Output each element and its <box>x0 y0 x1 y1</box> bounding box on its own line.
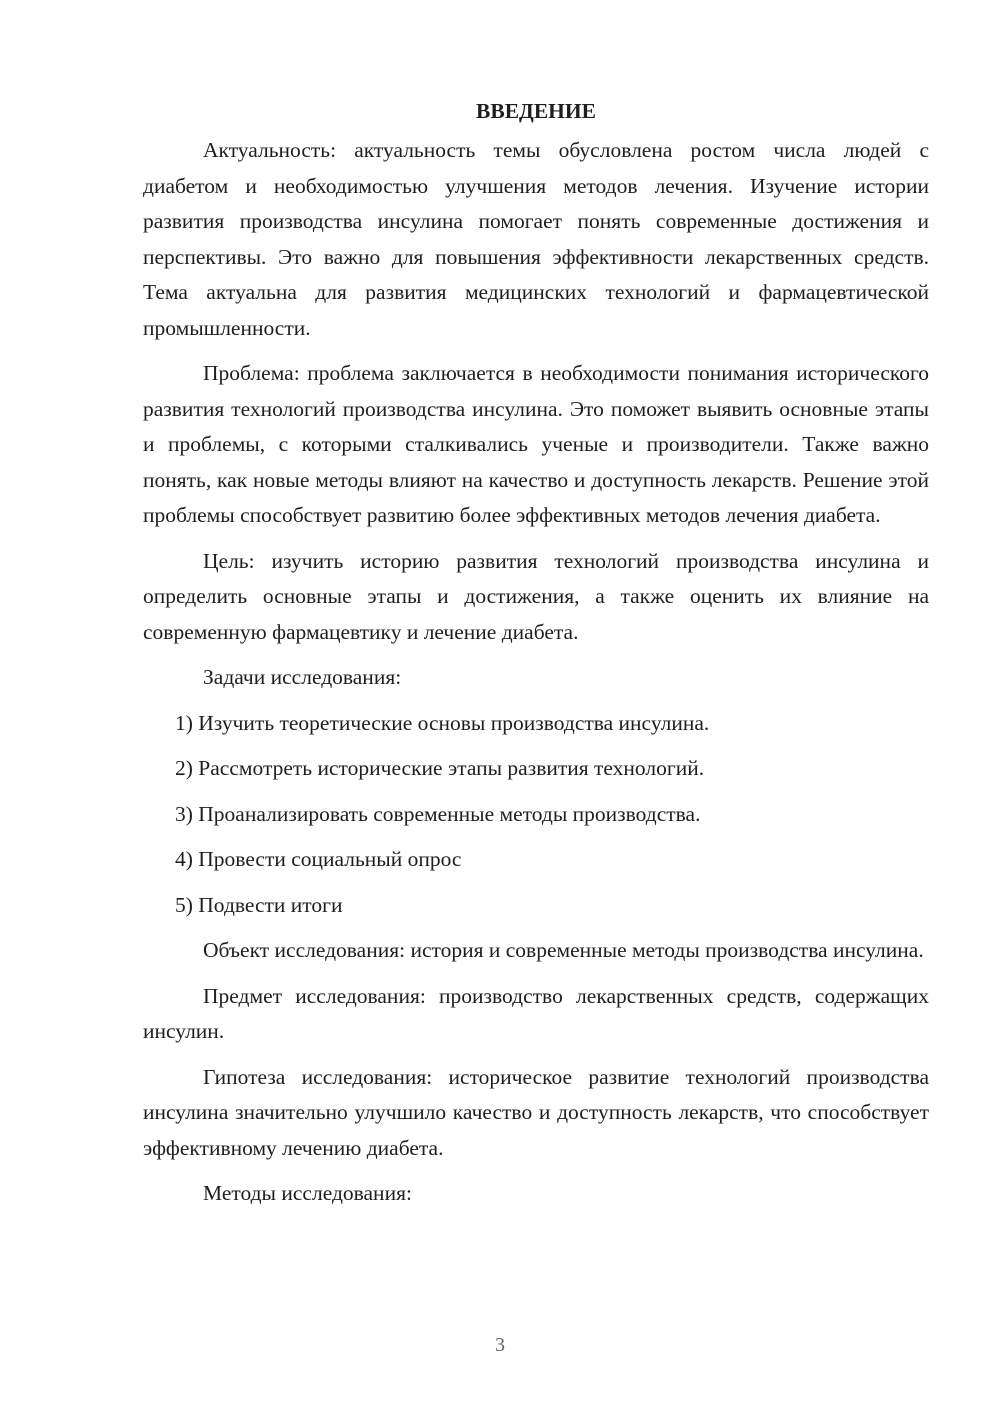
task-item-4: 4) Провести социальный опрос <box>175 847 462 871</box>
methods-paragraph: Методы исследования: <box>203 1181 412 1205</box>
relevance-paragraph: Актуальность: актуальность темы обусловлена ростом числа людей с диабетом и необходимостью улучшения методов лечения. Изучение истории развития производства инсулина помогает понять современные достижения и перспективы. Это важно для повышения эффективности лекарственных средств. Тема актуальна для развития медицинских технологий и фармацевтической промышленности. <box>143 138 929 340</box>
subject-paragraph: Предмет исследования: производство лекарственных средств, содержащих инсулин. <box>143 983 929 1043</box>
hypothesis-paragraph: Гипотеза исследования: историческое развитие технологий производства инсулина значительно улучшило качество и доступность лекарств, что способствует эффективному лечению диабета. <box>143 1064 929 1160</box>
task-item-1: 1) Изучить теоретические основы производства инсулина. <box>175 710 710 735</box>
section-heading: ВВЕДЕНИЕ <box>476 99 596 123</box>
tasks-title: Задачи исследования: <box>203 665 402 689</box>
task-item-2: 2) Рассмотреть исторические этапы развития технологий. <box>175 756 705 780</box>
goal-paragraph: Цель: изучить историю развития технологий производства инсулина и определить основные этапы и достижения, а также оценить их влияние на современную фармацевтику и лечение диабета. <box>143 548 929 644</box>
task-item-5: 5) Подвести итоги <box>175 892 343 917</box>
page-number: 3 <box>495 1334 505 1356</box>
object-paragraph: Объект исследования: история и современные методы производства инсулина. <box>203 938 924 962</box>
tasks-list <box>143 706 929 924</box>
task-item-3: 3) Проанализировать современные методы производства. <box>175 801 701 826</box>
problem-paragraph: Проблема: проблема заключается в необходимости понимания исторического развития технологий производства инсулина. Это поможет выявить основные этапы и проблемы, с которыми сталкивались ученые и производители. Также важно понять, как новые методы влияют на качество и доступность лекарств. Решение этой проблемы способствует развитию более эффективных методов лечения диабета. <box>143 361 929 527</box>
page-content <box>143 94 929 1222</box>
